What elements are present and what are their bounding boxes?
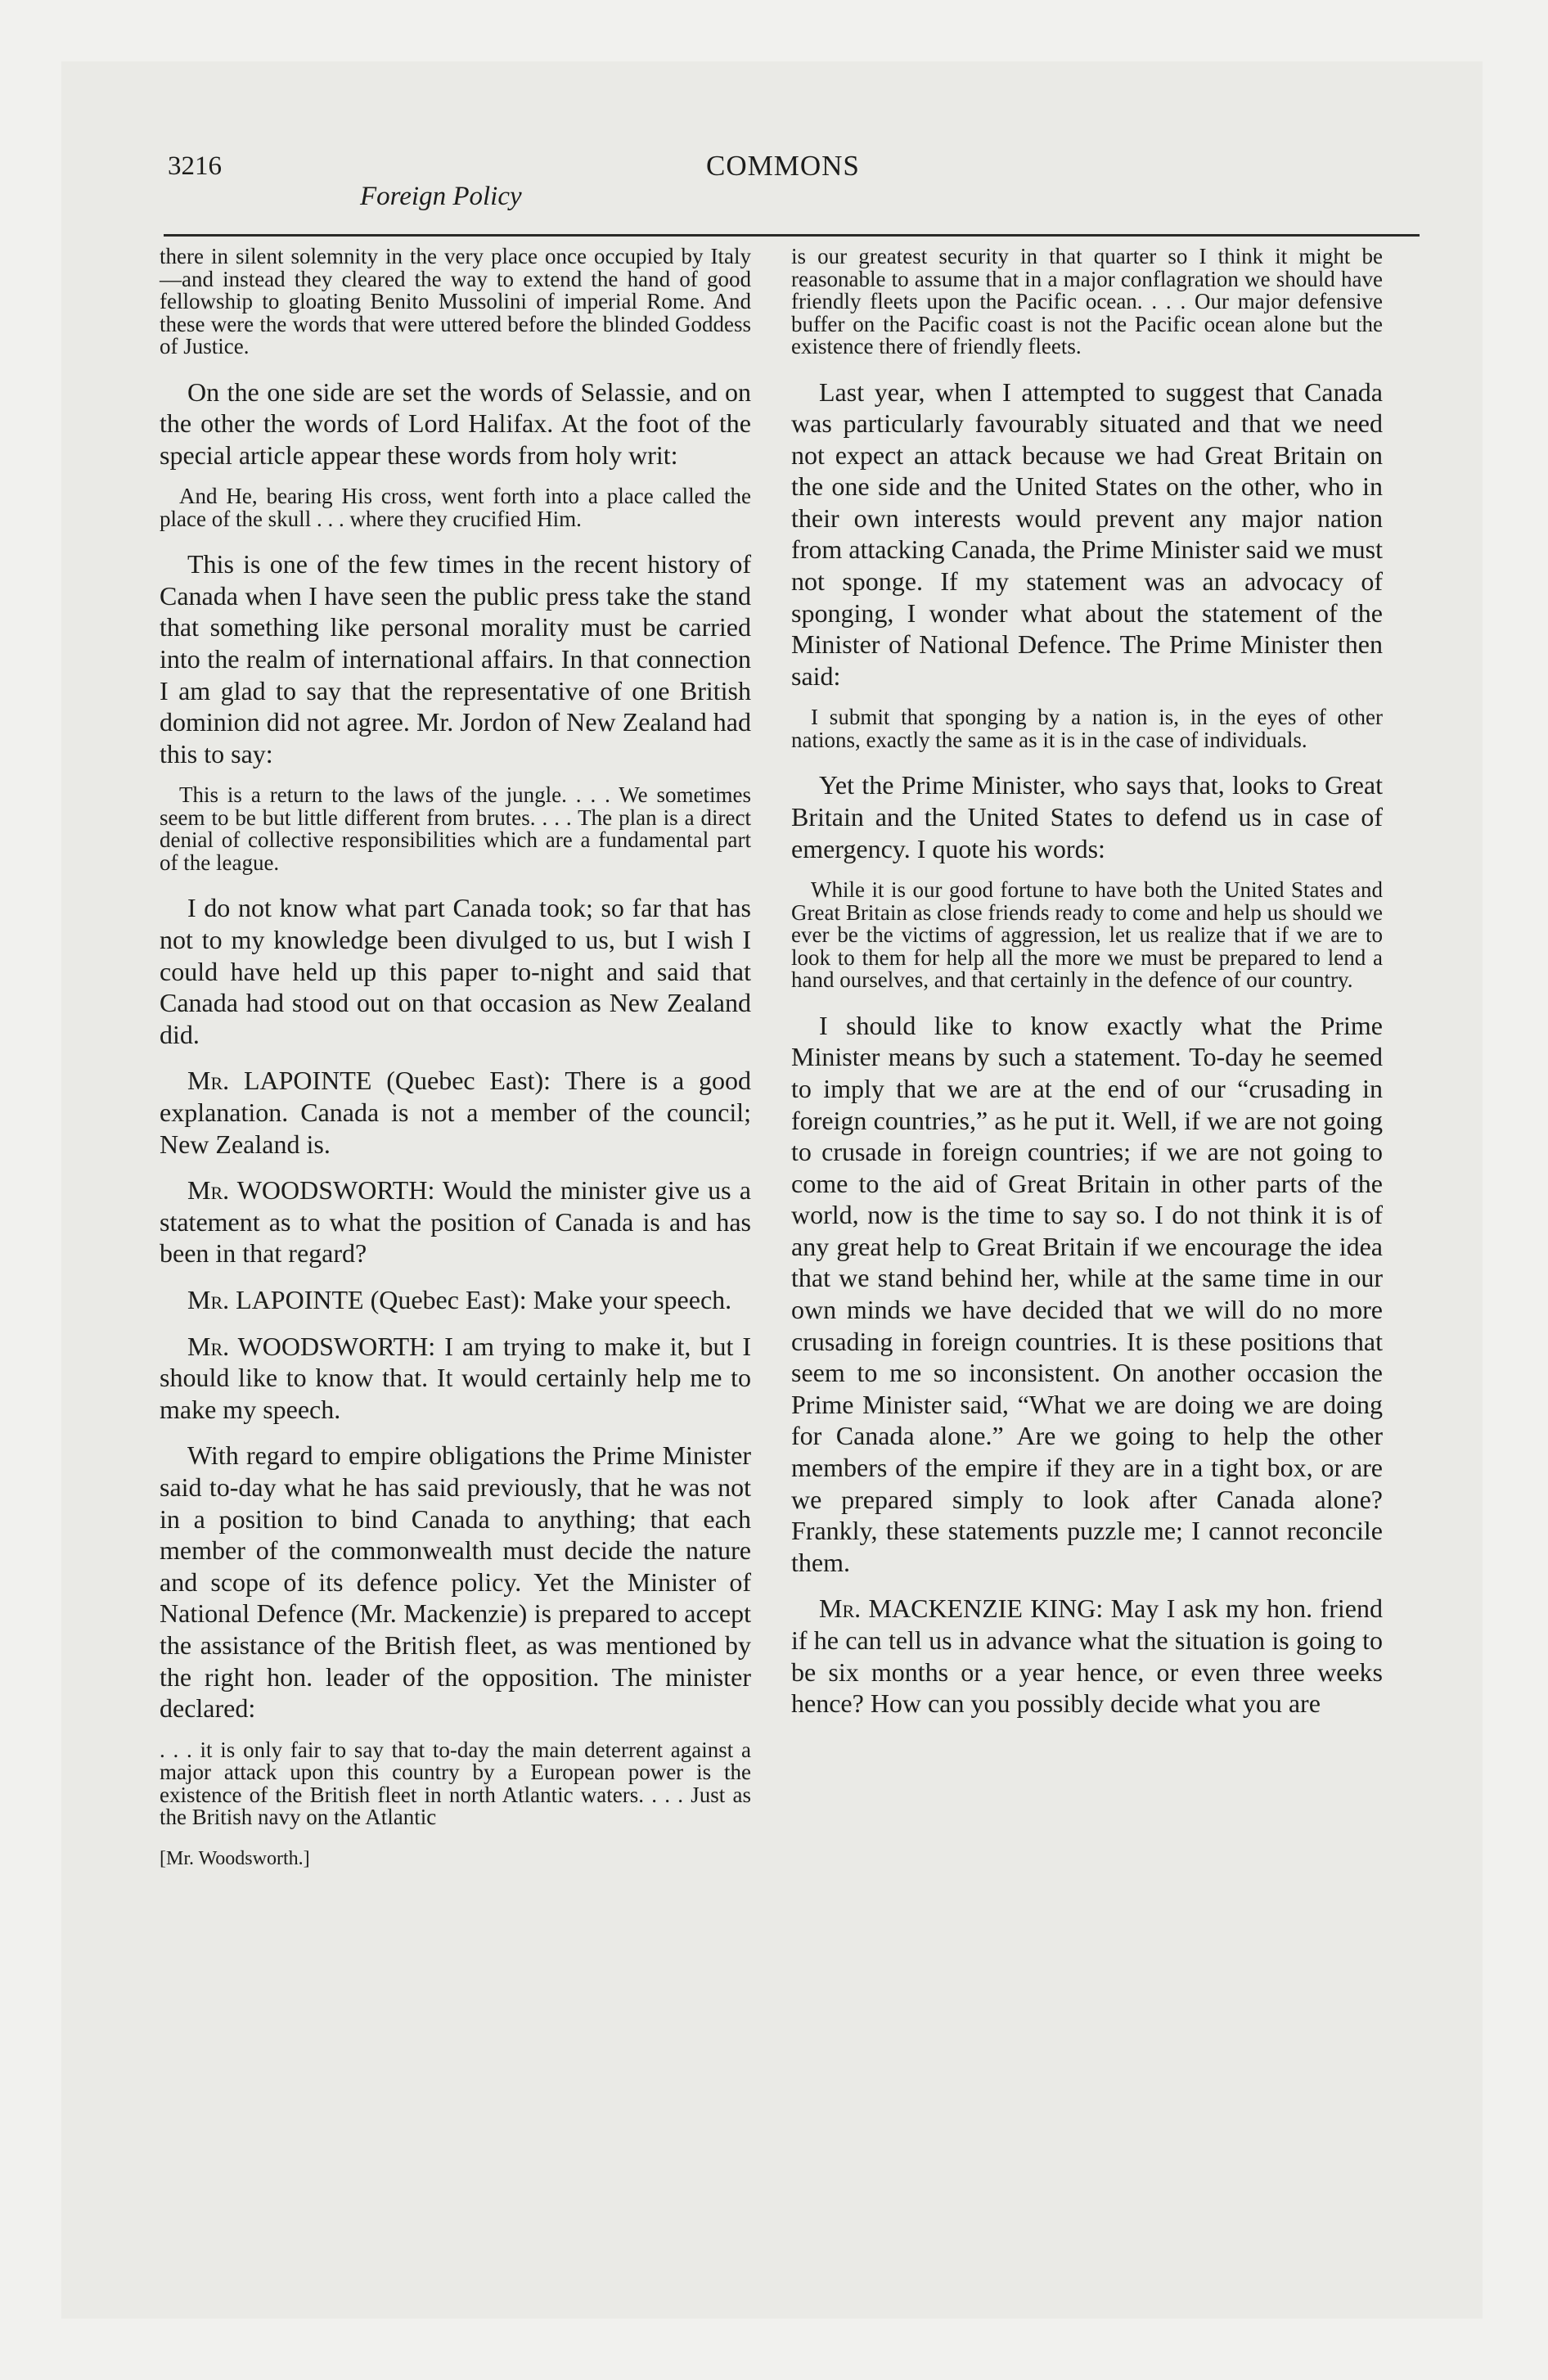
- quote-continued: is our greatest security in that quarter so I think it might be reasonable to assume that in a major conflagration we should have friendly fleets upon the Pacific ocean. . . . Our major defensive buffer on the Pacific coast is not the Pacific ocean alone but the existence there of friendly fleets.: [791, 244, 1383, 358]
- speech-mackenzie-king: [791, 1593, 1383, 1719]
- paragraph: Yet the Prime Minister, who says that, looks to Great Britain and the United States to defend us in case of emergency. I quote his words:: [791, 770, 1383, 863]
- header-rule: [164, 234, 1420, 237]
- speech-text: (Quebec East): Make your speech.: [363, 1284, 732, 1314]
- paragraph: I should like to know exactly what the Prime Minister means by such a statement. To-day he seemed to imply that we are at the end of our “crusading in foreign countries,” as he put it. Well, if we are not going to crusade in foreign countries; if we are not going to come to the aid of Great Britain in other parts of the world, now is the time to say so. I do not think it is of any great help to Great Britain if we encourage the idea that we stand behind her, while at the same time in our own minds we have decided that we will do no more crusading in foreign countries. It is these positions that seem to me so inconsistent. On another occasion the Prime Minister said, “What we are doing we are doing for Canada alone.” Are we going to help the other members of the empire if they are in a tight box, or are we prepared simply to look after Canada alone? Frankly, these statements puzzle me; I cannot reconcile them.: [791, 1010, 1383, 1577]
- paragraph: On the one side are set the words of Selassie, and on the other the words of Lord Halifax. At the foot of the special article appear these words from holy writ:: [160, 376, 751, 470]
- speech-woodsworth: [160, 1331, 751, 1426]
- running-header-title: COMMONS: [706, 150, 860, 182]
- quote-prime-minister: I submit that sponging by a nation is, in the eyes of other nations, exactly the same as it is in the case of individuals.: [791, 705, 1383, 752]
- paragraph: This is one of the few times in the recent history of Canada when I have seen the public press take the stand that something like personal morality must be carried into the realm of international affairs. In that connection I am glad to say that the representative of one British dominion did not agree. Mr. Jordon of New Zealand had this to say:: [160, 549, 751, 769]
- running-header-subtitle: Foreign Policy: [360, 182, 522, 211]
- speaker-name: Mr. WOODSWORTH: [187, 1175, 428, 1206]
- speaker-name: Mr. MACKENZIE KING: [819, 1593, 1096, 1624]
- speech-text: : Would the minister give us a statement as to what the position of Canada is and has been in that regard?: [160, 1175, 751, 1269]
- quote-jordon: This is a return to the laws of the jungle. . . . We sometimes seem to be but little different from brutes. . . . The plan is a direct denial of collective responsibilities which are a fundamental part of the league.: [160, 782, 751, 875]
- speech-text: : I am trying to make it, but I should like to know that. It would certainly help me to make my speech.: [160, 1331, 752, 1424]
- footer-speaker-note: [Mr. Woodsworth.]: [160, 1847, 310, 1869]
- speaker-name: Mr. LAPOINTE: [187, 1066, 372, 1096]
- page-number: 3216: [168, 151, 222, 181]
- speech-lapointe: [160, 1284, 751, 1316]
- paragraph: With regard to empire obligations the Prime Minister said to-day what he has said previously, that he was not in a position to bind Canada to anything; that each member of the commonwealth must decide the nature and scope of its defence policy. Yet the Minister of National Defence (Mr. Mackenzie) is prepared to accept the assistance of the British fleet, as was mentioned by the right hon. leader of the opposition. The minister declared:: [160, 1440, 751, 1724]
- paragraph: I do not know what part Canada took; so far that has not to my knowledge been divulged to us, but I wish I could have held up this paper to-night and said that Canada had stood out on that occasion as New Zealand did.: [160, 893, 751, 1049]
- speaker-name: Mr. LAPOINTE: [187, 1284, 364, 1314]
- quote-holy-writ: And He, bearing His cross, went forth into a place called the place of the skull . . . where they crucified Him.: [160, 484, 751, 531]
- quote-prime-minister-words: While it is our good fortune to have both the United States and Great Britain as close friends ready to come and help us should we ever be the victims of aggression, let us realize that if we are to look to them for help all the more we must be prepared to lend a hand ourselves, and that certainly in the defence of our country.: [791, 877, 1383, 993]
- speech-woodsworth: [160, 1174, 751, 1269]
- left-column: [160, 246, 751, 1870]
- speech-text: (Quebec East): There is a good explanation. Canada is not a member of the council; New Zealand is.: [160, 1066, 751, 1159]
- right-column: [791, 246, 1383, 1734]
- speech-lapointe: [160, 1065, 751, 1160]
- quote-minister: . . . it is only fair to say that to-day the main deterrent against a major attack upon this country by a European power is the existence of the British fleet in north Atlantic waters. . . . Just as the British navy on the Atlantic: [160, 1737, 751, 1830]
- speech-text: : May I ask my hon. friend if he can tell us in advance what the situation is going to be six months or a year hence, or even three weeks hence? How can you possibly decide what you are: [791, 1593, 1383, 1719]
- quote-continued: there in silent solemnity in the very place once occupied by Italy—and instead they cleared the way to extend the hand of good fellowship to gloating Benito Mussolini of imperial Rome. And these were the words that were uttered before the blinded Goddess of Justice.: [160, 244, 751, 358]
- paragraph: Last year, when I attempted to suggest that Canada was particularly favourably situated and that we need not expect an attack because we had Great Britain on the one side and the United States on the other, who in their own interests would prevent any major nation from attacking Canada, the Prime Minister said we must not sponge. If my statement was an advocacy of sponging, I wonder what about the statement of the Minister of National Defence. The Prime Minister then said:: [791, 376, 1383, 691]
- speaker-name: Mr. WOODSWORTH: [187, 1331, 429, 1361]
